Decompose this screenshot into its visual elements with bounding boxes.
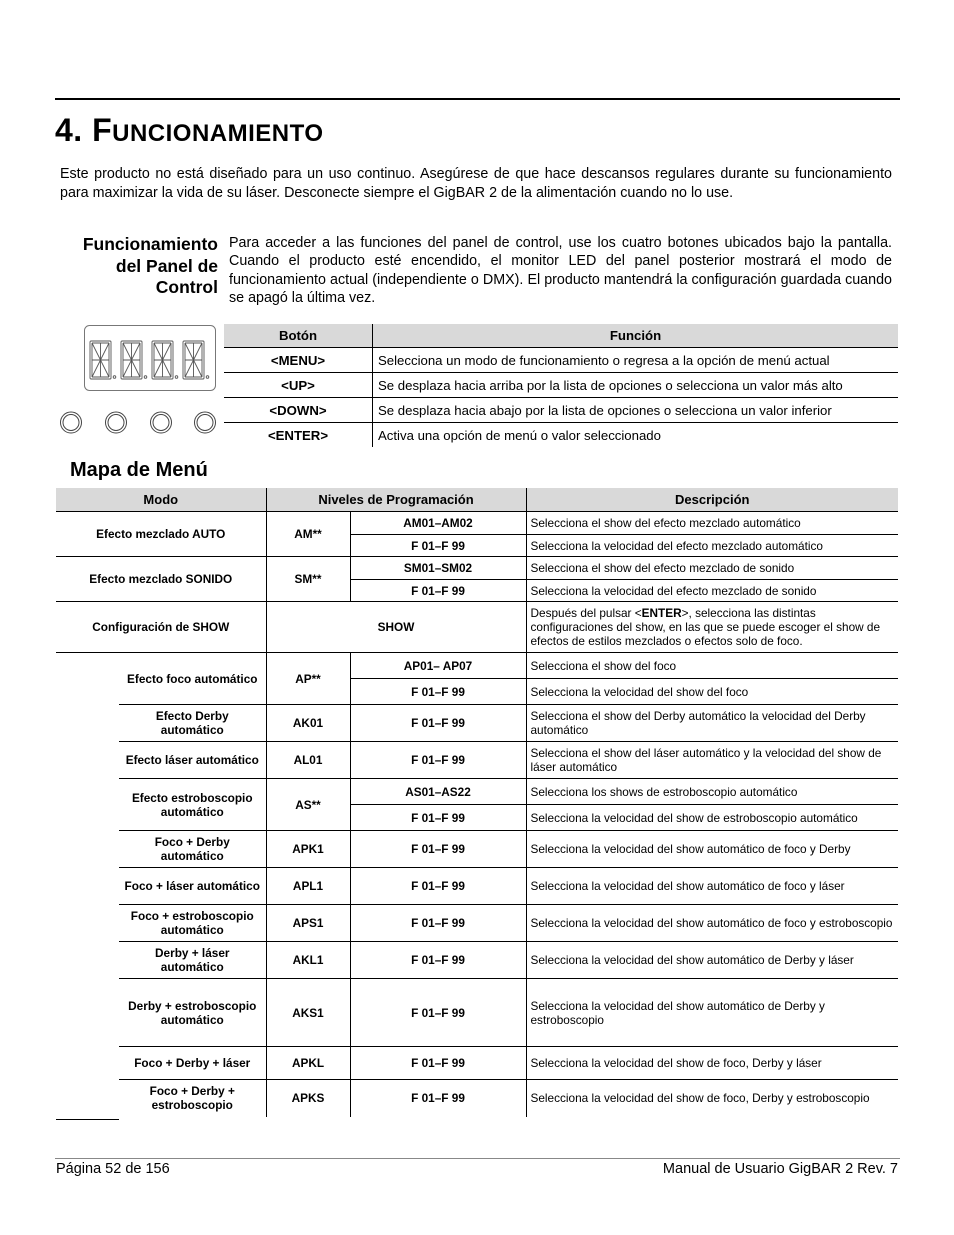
page-number: Página 52 de 156: [56, 1161, 170, 1177]
table-row: Foco + estroboscopio automático APS1 F 01–F 99 Selecciona la velocidad del show automático de foco y estroboscopio: [56, 905, 898, 942]
table-row: F 01–F 99 Selecciona la velocidad del efecto mezclado automático: [56, 535, 898, 557]
menu-map-heading: Mapa de Menú: [70, 459, 208, 481]
table-row: Efecto estroboscopio automático AS** AS01–AS22 Selecciona los shows de estroboscopio automático: [56, 779, 898, 805]
button-function-table: [224, 324, 898, 447]
table-row: <DOWN> Se desplaza hacia abajo por la lista de opciones o selecciona un valor inferior: [224, 398, 898, 423]
table-row: <UP> Se desplaza hacia arriba por la lista de opciones o selecciona un valor más alto: [224, 373, 898, 398]
table-row: F 01–F 99 Selecciona la velocidad del show de estroboscopio automático: [56, 805, 898, 831]
table-row: Foco + láser automático APL1 F 01–F 99 Selecciona la velocidad del show automático de foco y láser: [56, 868, 898, 905]
table-row: Efecto mezclado SONIDO SM** SM01–SM02 Selecciona el show del efecto mezclado de sonido: [56, 557, 898, 580]
table-row: <MENU> Selecciona un modo de funcionamiento o regresa a la opción de menú actual: [224, 348, 898, 373]
table-row: Derby + láser automático AKL1 F 01–F 99 Selecciona la velocidad del show automático de Derby y láser: [56, 942, 898, 979]
chapter-title: 4. FUNCIONAMIENTO: [55, 112, 324, 148]
table-row: F 01–F 99 Selecciona la velocidad del show del foco: [56, 679, 898, 705]
top-rule: [55, 98, 900, 100]
intro-paragraph: Este producto no está diseñado para un uso continuo. Asegúrese de que hace descansos regulares durante su funcionamiento para maximizar la vida de su láser. Desconecte siempre el GigBAR 2 de la alimentación cuando no lo use.: [60, 166, 892, 201]
table-row: Efecto foco automático AP** AP01– AP07 Selecciona el show del foco: [56, 653, 898, 679]
table-row: Efecto mezclado AUTO AM** AM01–AM02 Selecciona el show del efecto mezclado automático: [56, 512, 898, 535]
control-buttons-icon: [60, 410, 220, 435]
table-row: Derby + estroboscopio automático AKS1 F 01–F 99 Selecciona la velocidad del show automático de Derby y estroboscopio: [56, 979, 898, 1047]
table-row: Foco + Derby automático APK1 F 01–F 99 Selecciona la velocidad del show automático de foco y Derby: [56, 831, 898, 868]
description-header: Descripción: [526, 488, 898, 512]
footer-rule: [55, 1158, 900, 1159]
table-row: Foco + Derby + láser APKL F 01–F 99 Selecciona la velocidad del show de foco, Derby y láser: [56, 1047, 898, 1080]
table-row: Efecto Derby automático AK01 F 01–F 99 Selecciona el show del Derby automático la velocidad del Derby automático: [56, 705, 898, 742]
manual-title: Manual de Usuario GigBAR 2 Rev. 7: [662, 1161, 898, 1177]
panel-paragraph: Para acceder a las funciones del panel de control, use los cuatro botones ubicados bajo la pantalla. Cuando el producto esté encendido, el monitor LED del panel posterior mostrará el modo de funcionamiento actual (independiente o DMX). El producto mantendrá la configuración guardada cuando se apagó la última vez.: [229, 235, 892, 306]
table-row: Efecto láser automático AL01 F 01–F 99 Selecciona el show del láser automático y la velocidad del show de láser automático: [56, 742, 898, 779]
menu-map-table: [56, 488, 898, 1117]
table-bottom-rule: [56, 1119, 119, 1120]
table-row: F 01–F 99 Selecciona la velocidad del efecto mezclado de sonido: [56, 580, 898, 602]
panel-heading: Funcionamiento del Panel de Control: [82, 234, 218, 297]
table-row: <ENTER> Activa una opción de menú o valor seleccionado: [224, 423, 898, 448]
led-display-icon: [84, 325, 216, 391]
levels-header: Niveles de Programación: [266, 488, 526, 512]
button-header: Botón: [224, 324, 373, 348]
table-row: Configuración de SHOW SHOW Después del pulsar <ENTER>, selecciona las distintas configuraciones del show, en las que se puede escoger el show de efectos de estilos mezclados o efectos solo de foco.: [56, 602, 898, 653]
table-row: Foco + Derby + estroboscopio APKS F 01–F 99 Selecciona la velocidad del show de foco, Derby y estroboscopio: [56, 1080, 898, 1117]
mode-header: Modo: [56, 488, 266, 512]
function-header: Función: [373, 324, 899, 348]
